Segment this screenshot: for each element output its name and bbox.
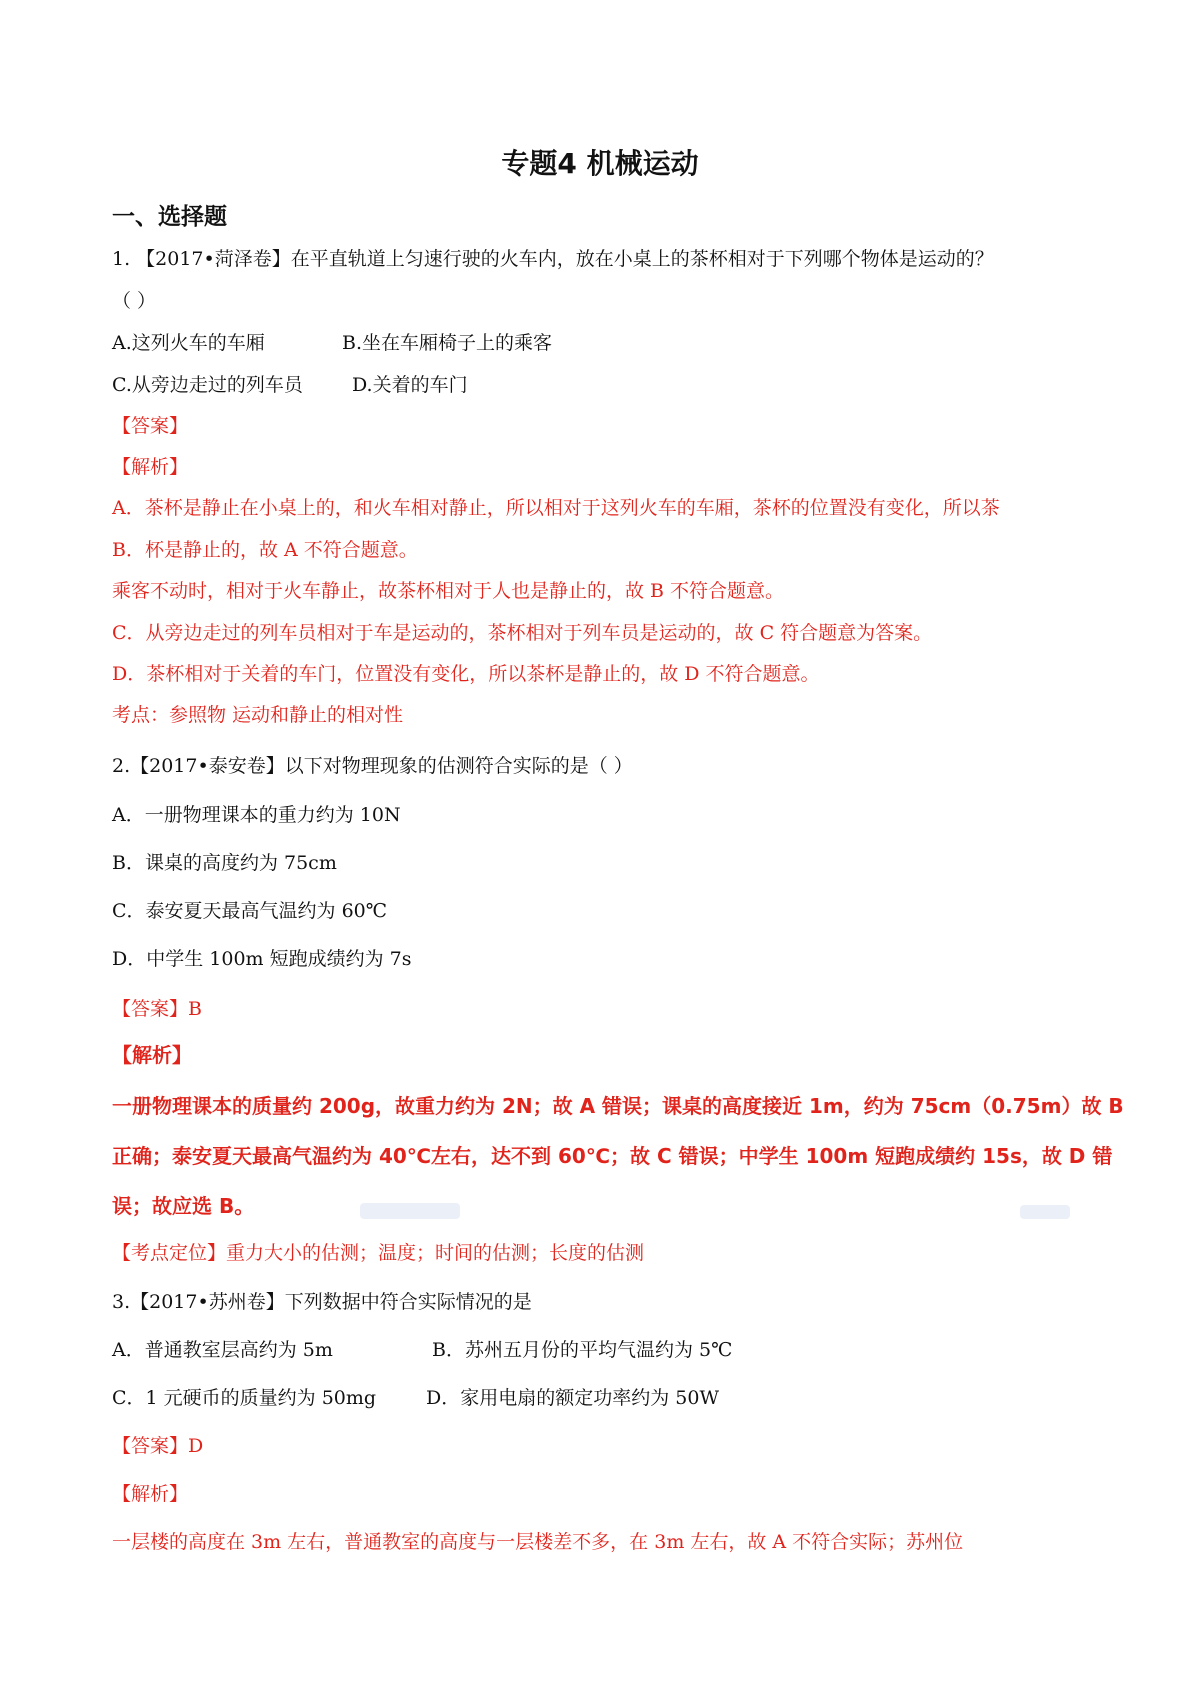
- q3-option-a: A．普通教室层高约为 5m: [112, 1339, 333, 1361]
- q3-stem: 3.【2017•苏州卷】下列数据中符合实际情况的是: [112, 1291, 532, 1313]
- q1-option-b: B.坐在车厢椅子上的乘客: [342, 332, 553, 354]
- q2-answer-label: 【答案】: [112, 998, 189, 1020]
- q3-option-c: C．1 元硬币的质量约为 50mg: [112, 1387, 377, 1409]
- q2-option-b: B．课桌的高度约为 75cm: [112, 852, 337, 874]
- q3-option-d: D．家用电扇的额定功率约为 50W: [426, 1387, 719, 1409]
- q1-option-a: A.这列火车的车厢: [112, 332, 265, 354]
- q2-kaodian: [112, 1244, 644, 1263]
- q1-analysis-line: C．从旁边走过的列车员相对于车是运动的，茶杯相对于列车员是运动的，故 C 符合题意为答案。: [112, 622, 933, 644]
- q2-kaodian-label: 【考点定位】: [112, 1242, 227, 1264]
- q2-analysis-label: 【解析】: [112, 1043, 192, 1067]
- q1-blank: （ ）: [112, 290, 157, 312]
- q1-stem: 1. 【2017•菏泽卷】在平直轨道上匀速行驶的火车内，放在小桌上的茶杯相对于下列哪个物体是运动的？: [112, 248, 994, 270]
- q2-option-c: C．泰安夏天最高气温约为 60℃: [112, 900, 388, 922]
- q2-analysis-line: 正确；泰安夏天最高气温约为 40℃左右，达不到 60℃；故 C 错误；中学生 100m 短跑成绩约 15s，故 D 错: [112, 1144, 1113, 1168]
- q1-option-c: C.从旁边走过的列车员: [112, 374, 303, 396]
- watermark-mark: [1020, 1197, 1080, 1223]
- q2-analysis-line: 误；故应选 B。: [112, 1194, 255, 1218]
- q2-option-a: A．一册物理课本的重力约为 10N: [112, 804, 401, 826]
- q2-kaodian-text: 重力大小的估测；温度；时间的估测；长度的估测: [226, 1242, 645, 1264]
- q1-analysis-label: 【解析】: [112, 456, 189, 478]
- q3-answer-value: D: [188, 1435, 204, 1457]
- page-title: 专题4 机械运动: [501, 147, 699, 180]
- q1-analysis-line: A．茶杯是静止在小桌上的，和火车相对静止，所以相对于这列火车的车厢，茶杯的位置没有变化，所以茶: [112, 497, 1000, 519]
- q3-analysis-line: 一层楼的高度在 3m 左右，普通教室的高度与一层楼差不多，在 3m 左右，故 A 不符合实际；苏州位: [112, 1531, 964, 1553]
- section-heading: 一、选择题: [112, 204, 227, 230]
- q2-answer-value: B: [188, 998, 202, 1020]
- q1-option-d: D.关着的车门: [352, 374, 468, 396]
- q1-kaodian: 考点：参照物 运动和静止的相对性: [112, 704, 404, 726]
- q3-answer: [112, 1437, 203, 1456]
- q2-analysis-line: 一册物理课本的质量约 200g，故重力约为 2N；故 A 错误；课桌的高度接近 1m，约为 75cm（0.75m）故 B: [112, 1094, 1124, 1118]
- q2-stem: 2.【2017•泰安卷】以下对物理现象的估测符合实际的是（ ）: [112, 755, 633, 777]
- q3-analysis-label: 【解析】: [112, 1483, 189, 1505]
- q1-analysis-line: B．杯是静止的，故 A 不符合题意。: [112, 539, 418, 561]
- q1-answer-label: 【答案】: [112, 415, 189, 437]
- q3-answer-label: 【答案】: [112, 1435, 189, 1457]
- q3-option-b: B．苏州五月份的平均气温约为 5℃: [432, 1339, 733, 1361]
- q2-option-d: D．中学生 100m 短跑成绩约为 7s: [112, 948, 412, 970]
- q1-analysis-line: D．茶杯相对于关着的车门，位置没有变化，所以茶杯是静止的，故 D 不符合题意。: [112, 663, 820, 685]
- q2-answer: [112, 1000, 202, 1019]
- watermark-mark: [360, 1195, 470, 1225]
- q1-analysis-line: 乘客不动时，相对于火车静止，故茶杯相对于人也是静止的，故 B 不符合题意。: [112, 580, 785, 602]
